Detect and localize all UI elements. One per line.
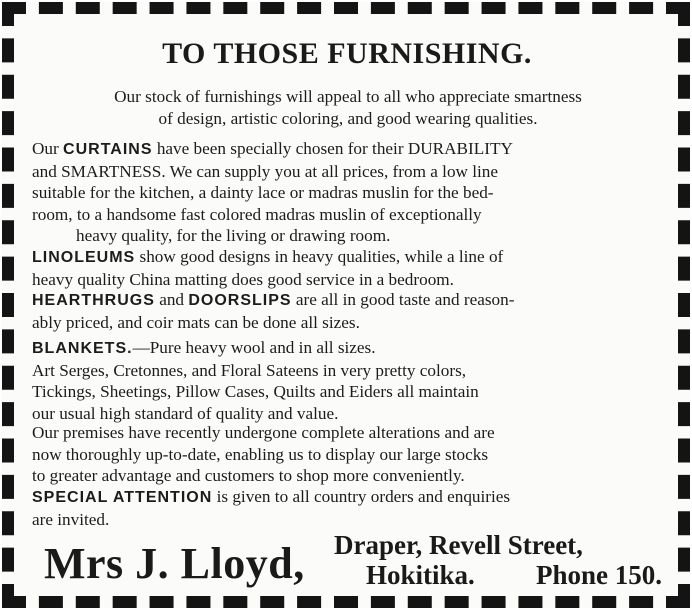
- advertisement-body: [30, 20, 664, 596]
- blankets-line: Art Serges, Cretonnes, and Floral Sateens in very pretty colors,: [32, 360, 467, 380]
- doorslips-keyword: DOORSLIPS: [188, 292, 292, 309]
- linoleums-line: heavy quality China matting does good service in a bedroom.: [32, 269, 454, 289]
- business-address: [332, 530, 662, 590]
- hearthrugs-text: are all in good taste and reason-: [295, 290, 515, 309]
- blankets-keyword: BLANKETS.: [32, 340, 133, 357]
- hearthrugs-keyword: HEARTHRUGS: [32, 292, 155, 309]
- town-phone-line: [332, 560, 662, 590]
- linoleums-text: show good designs in heavy qualities, while a line of: [139, 247, 504, 266]
- linoleums-line: [32, 246, 664, 269]
- linoleums-paragraph: [32, 246, 664, 290]
- advertisement: [2, 2, 690, 608]
- linoleums-keyword: LINOLEUMS: [32, 249, 136, 266]
- intro-line: of design, artistic coloring, and good wearing qualities.: [158, 108, 538, 128]
- curtains-text: have been specially chosen for their DURABILITY: [156, 139, 513, 158]
- special-paragraph: [32, 486, 664, 530]
- hearthrugs-and: and: [159, 290, 185, 309]
- premises-paragraph: [32, 422, 664, 487]
- blankets-line: our usual high standard of quality and value.: [32, 403, 339, 423]
- curtains-line: [32, 138, 664, 161]
- special-keyword: SPECIAL ATTENTION: [32, 489, 213, 506]
- curtains-line: heavy quality, for the living or drawing room.: [76, 226, 391, 245]
- curtains-line: room, to a handsome fast colored madras muslin of exceptionally: [32, 204, 482, 224]
- special-line: [32, 486, 664, 509]
- curtains-prefix: Our: [32, 139, 59, 158]
- intro-paragraph: [32, 86, 664, 129]
- ad-title: TO THOSE FURNISHING.: [162, 37, 532, 70]
- hearthrugs-paragraph: [32, 289, 664, 333]
- premises-line: to greater advantage and customers to shop more conveniently.: [32, 466, 465, 485]
- curtains-keyword: CURTAINS: [63, 141, 153, 158]
- premises-line: Our premises have recently undergone complete alterations and are: [32, 423, 495, 442]
- blankets-text: —Pure heavy wool and in all sizes.: [132, 338, 376, 357]
- proprietor-name: Mrs J. Lloyd,: [44, 539, 305, 588]
- hearthrugs-line: ably priced, and coir mats can be done all sizes.: [32, 312, 360, 332]
- premises-line: now thoroughly up-to-date, enabling us to display our large stocks: [32, 444, 489, 464]
- trade-line: Draper, Revell Street,: [334, 530, 583, 560]
- curtains-paragraph: [32, 138, 664, 247]
- ad-footer: [30, 528, 664, 598]
- phone: Phone 150.: [535, 560, 662, 590]
- intro-line: Our stock of furnishings will appeal to all who appreciate smartness: [114, 87, 582, 106]
- town: Hokitika.: [366, 560, 475, 590]
- blankets-line: Tickings, Sheetings, Pillow Cases, Quilts and Eiders all maintain: [32, 382, 479, 401]
- blankets-line: [32, 337, 664, 360]
- curtains-line: suitable for the kitchen, a dainty lace or madras muslin for the bed-: [32, 183, 494, 202]
- hearthrugs-line: [32, 289, 664, 312]
- curtains-line: and SMARTNESS. We can supply you at all prices, from a low line: [32, 161, 499, 181]
- special-line: are invited.: [32, 509, 110, 529]
- special-text: is given to all country orders and enquiries: [216, 487, 511, 506]
- blankets-paragraph: [32, 337, 664, 424]
